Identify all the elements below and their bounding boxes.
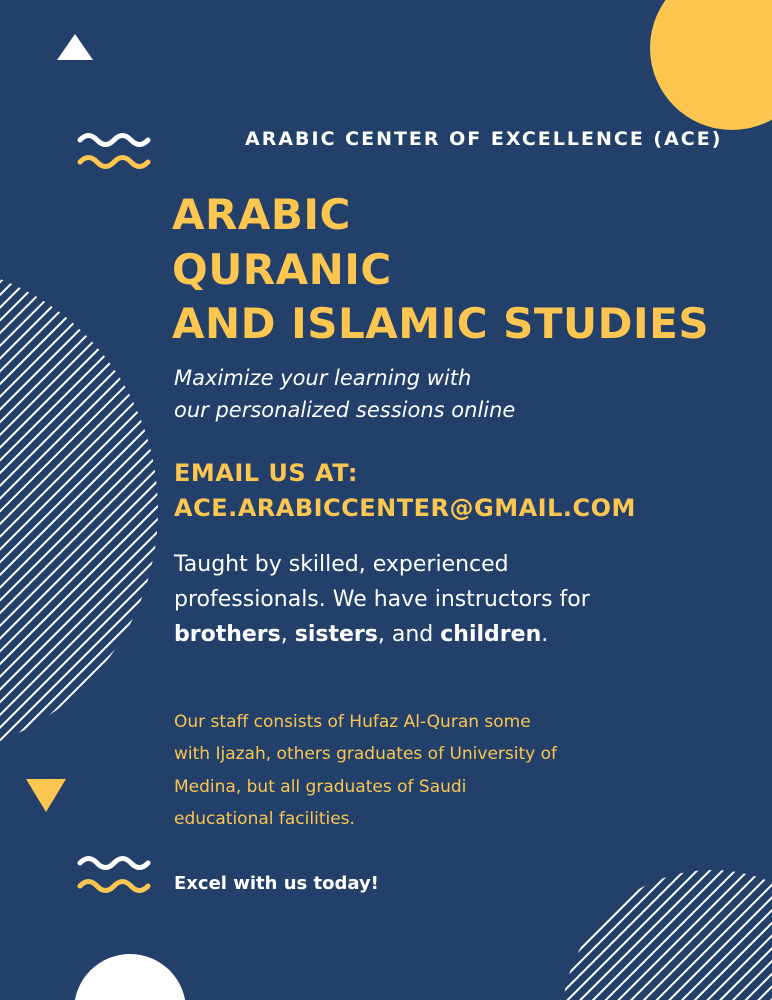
paragraph-line <box>174 617 590 652</box>
headline-line: QURANIC <box>172 244 392 294</box>
tagline-line: Maximize your learning with <box>174 366 472 390</box>
organization-name: ARABIC CENTER OF EXCELLENCE (ACE) <box>245 128 723 150</box>
sisters-emphasis: sisters <box>294 622 378 648</box>
paragraph-line: Medina, but all graduates of Saudi <box>174 776 467 797</box>
paragraph-line: educational facilities. <box>174 808 355 829</box>
call-to-action: Excel with us today! <box>174 873 379 894</box>
paragraph-line: Taught by skilled, experienced <box>174 552 509 577</box>
separator: , and <box>377 622 441 648</box>
paragraph-line: Our staff consists of Hufaz Al-Quran some <box>174 712 531 732</box>
tagline <box>174 363 515 427</box>
separator: , <box>280 622 295 648</box>
email-address[interactable]: ACE.ARABICCENTER@GMAIL.COM <box>174 493 636 522</box>
children-emphasis: children <box>440 622 542 648</box>
headline-line: AND ISLAMIC STUDIES <box>172 299 710 349</box>
staff-paragraph <box>174 706 557 835</box>
email-label: EMAIL US AT: <box>174 459 358 487</box>
contact-block <box>174 456 636 526</box>
instructors-paragraph <box>174 547 590 653</box>
brothers-emphasis: brothers <box>174 622 281 648</box>
tagline-line: our personalized sessions online <box>174 397 516 422</box>
headline-line: ARABIC <box>172 190 351 239</box>
period: . <box>541 622 549 648</box>
paragraph-line: with Ijazah, others graduates of University of <box>174 744 557 765</box>
headline <box>172 188 709 352</box>
paragraph-line: professionals. We have instructors for <box>174 587 590 613</box>
